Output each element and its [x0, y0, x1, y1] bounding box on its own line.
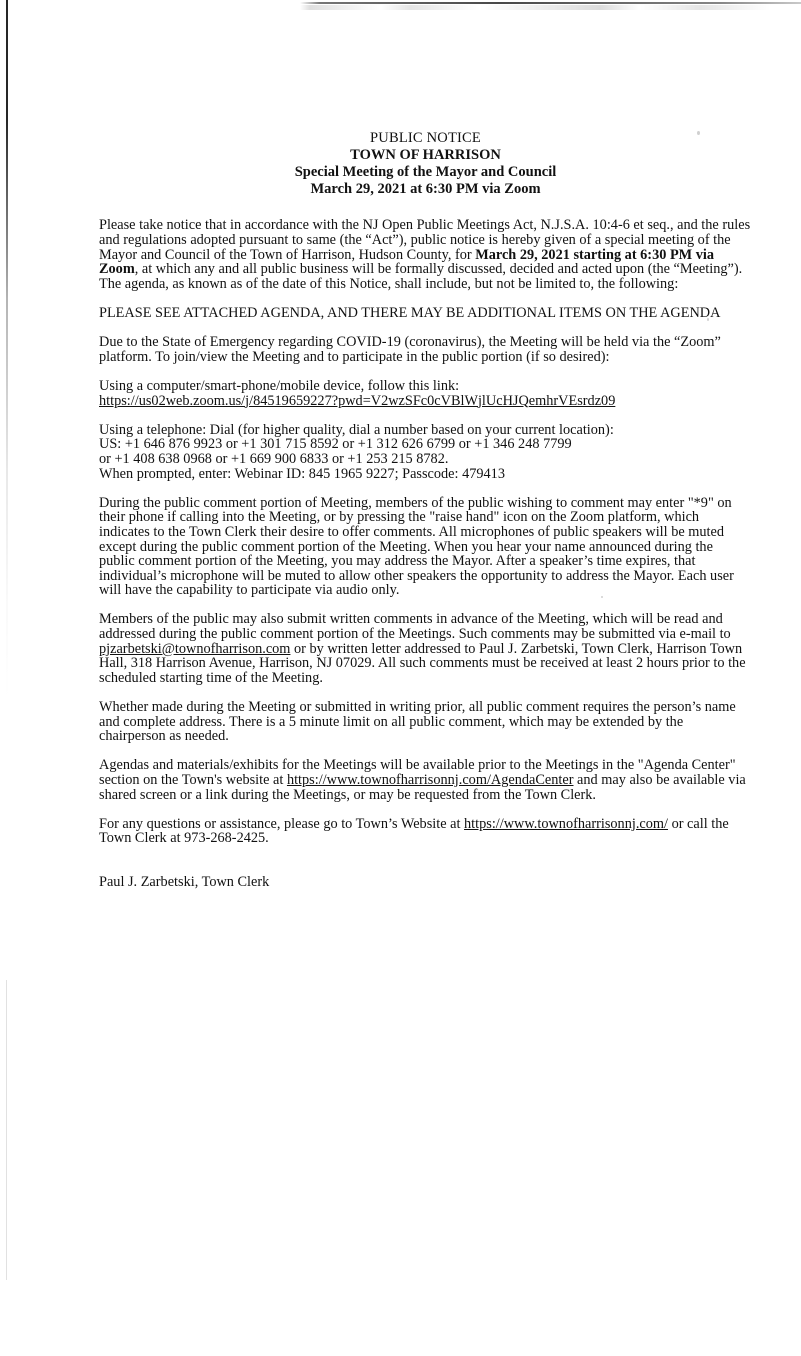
paragraph-1-text-b: , at which any and all public business will be formally discussed, decided and acted upon (the “Meeting”). The agenda, as known as of the date of this Notice, shall include, but not be limited to, the following:	[99, 261, 743, 292]
paragraph-statutory-notice	[99, 218, 752, 291]
municipality-heading: TOWN OF HARRISON	[350, 147, 501, 164]
join-link-intro: Using a computer/smart-phone/mobile device, follow this link:	[99, 377, 460, 394]
signature-line: Paul J. Zarbetski, Town Clerk	[99, 873, 270, 890]
telephone-numbers-line-2: or +1 408 638 0968 or +1 669 900 6833 or +1 253 215 8782.	[99, 450, 449, 467]
scan-artifact-left-edge-lower	[6, 980, 7, 1280]
document-body	[99, 0, 752, 904]
meeting-type-heading: Special Meeting of the Mayor and Council	[294, 164, 557, 181]
agenda-attachment-notice: PLEASE SEE ATTACHED AGENDA, AND THERE MAY BE ADDITIONAL ITEMS ON THE AGENDA	[99, 305, 721, 321]
paragraph-1-bold-date: March 29, 2021 starting at 6:30 PM via Zoom	[99, 246, 715, 278]
meeting-datetime-heading: March 29, 2021 at 6:30 PM via Zoom	[310, 181, 541, 198]
paragraph-written-comments	[99, 612, 752, 685]
town-clerk-email-link[interactable]: pjzarbetski@townofharrison.com	[99, 640, 291, 657]
town-website-link[interactable]: https://www.townofharrisonnj.com/	[464, 815, 668, 832]
telephone-numbers-line-1: US: +1 646 876 9923 or +1 301 715 8592 or +1 312 626 6799 or +1 346 248 7799	[99, 436, 572, 453]
paragraph-public-comment-procedure: During the public comment portion of Meeting, members of the public wishing to comment may enter "*9" on their phone if calling into the Meeting, or by pressing the "raise hand" icon on the Zoom platform, which indicates to the Town Clerk their desire to offer comments. All microphones of public speakers will be muted except during the public comment portion of the Meeting. When you hear your name announced during the public comment portion of the Meeting, you may address the Mayor. After a speaker’s time expires, that individual’s microphone will be muted to allow other speakers the opportunity to address the Mayor. Each user will have the capability to participate via audio only.	[99, 494, 734, 599]
paragraph-6-text-a: Agendas and materials/exhibits for the Meetings will be available prior to the Meetings in the "Agenda Center" section on the Town's website at	[99, 757, 736, 788]
paragraph-4-text-b: or by written letter addressed to Paul J. Zarbetski, Town Clerk, Harrison Town Hall, 318 Harrison Avenue, Harrison, NJ 07029. All such comments must be received at least 2 hours prior to the scheduled starting time of the Meeting.	[99, 640, 746, 686]
notice-type-heading: PUBLIC NOTICE	[370, 130, 481, 146]
paragraph-contact-info	[99, 817, 752, 846]
zoom-meeting-link[interactable]: https://us02web.zoom.us/j/84519659227?pwd=V2wzSFc0cVBlWjlUcHJQemhrVEsrdz09	[99, 392, 616, 409]
paragraph-4-text-a: Members of the public may also submit written comments in advance of the Meeting, which will be read and addressed during the public comment portion of the Meetings. Such comments may be submitted via e-mail to	[99, 611, 731, 643]
paragraph-7-text-a: For any questions or assistance, please go to Town’s Website at	[99, 815, 465, 832]
paragraph-agenda-center	[99, 758, 752, 802]
paragraph-zoom-platform: Due to the State of Emergency regarding COVID-19 (coronavirus), the Meeting will be held via the “Zoom” platform. To join/view the Meeting and to participate in the public portion (if so desired):	[99, 334, 721, 365]
webinar-id-and-passcode: When prompted, enter: Webinar ID: 845 1965 9227; Passcode: 479413	[99, 465, 505, 482]
agenda-center-link[interactable]: https://www.townofharrisonnj.com/AgendaCenter	[286, 772, 574, 788]
paragraph-6-text-b: and may also be available via shared screen or a link during the Meetings, or may be requested from the Town Clerk.	[99, 772, 746, 803]
paragraph-7-text-b: or call the Town Clerk at 973-268-2425.	[99, 815, 729, 847]
paragraph-comment-requirements: Whether made during the Meeting or submitted in writing prior, all public comment requires the person’s name and complete address. There is a 5 minute limit on all public comment, which may be extended by the chairperson as needed.	[99, 699, 736, 745]
scan-artifact-left-edge	[6, 0, 8, 700]
join-link-row	[99, 394, 752, 409]
telephone-instructions-line-1: Using a telephone: Dial (for higher quality, dial a number based on your current location):	[99, 421, 614, 438]
paragraph-1-text-a: Please take notice that in accordance with the NJ Open Public Meetings Act, N.J.S.A. 10:4-6 et seq., and the rules and regulations adopted pursuant to same (the “Act”), public notice is hereby given of a special meeting of the Mayor and Council of the Town of Harrison, Hudson County, for	[99, 217, 751, 263]
document-masthead	[99, 130, 752, 198]
